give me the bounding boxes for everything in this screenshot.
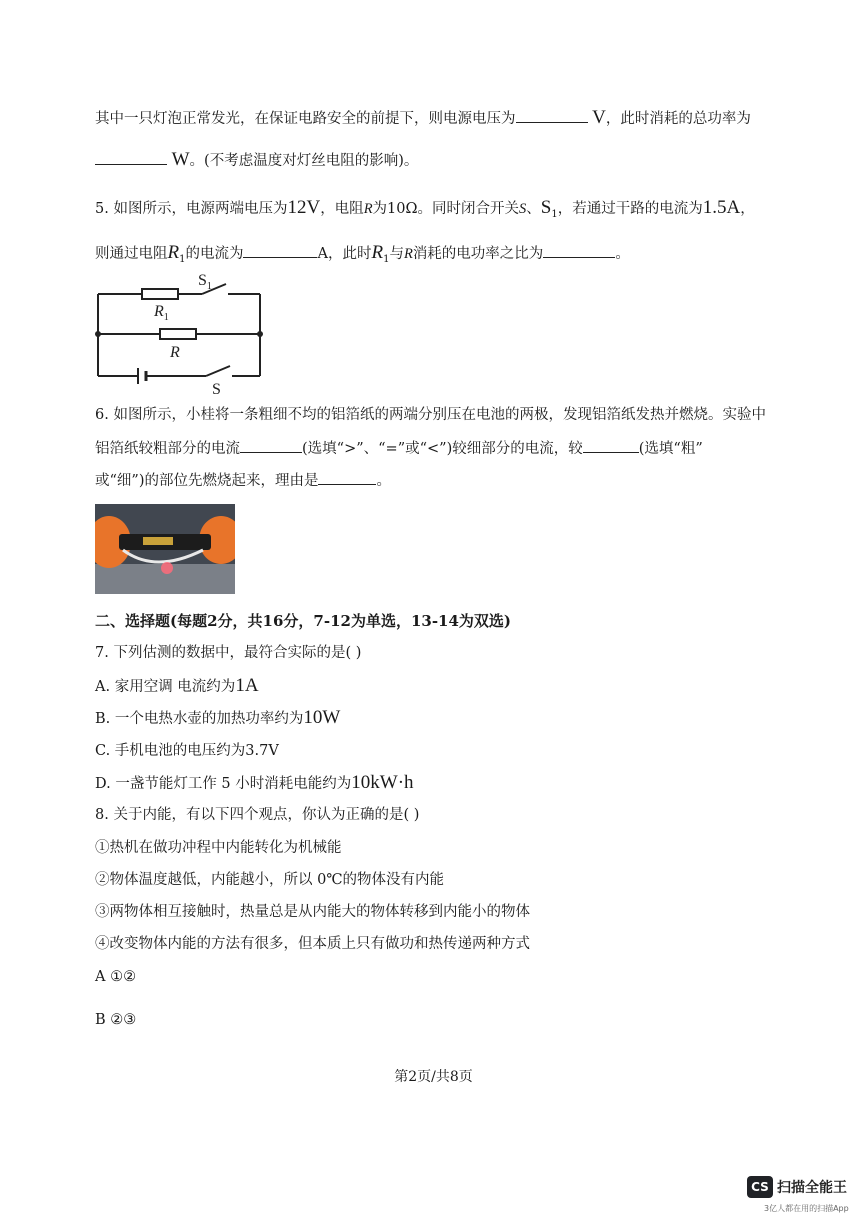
q4-voltage-blank bbox=[516, 108, 588, 123]
q5-text-11: 消耗的电功率之比为 bbox=[412, 246, 544, 262]
circuit-diagram bbox=[92, 270, 272, 398]
q5-ratio-blank bbox=[543, 243, 615, 258]
q4-text-a: 其中一只灯泡正常发光，在保证电路安全的前提下，则电源电压为 bbox=[95, 111, 516, 127]
q5-resistance: 10Ω bbox=[387, 201, 418, 217]
q5-current-blank bbox=[243, 243, 317, 258]
page-footer: 第2页/共8页 bbox=[394, 1069, 473, 1085]
q5-r: R bbox=[363, 201, 373, 217]
q5-line-1 bbox=[95, 198, 755, 225]
q5-text-7: 则通过电阻 bbox=[95, 246, 168, 262]
q5-r1: R bbox=[167, 242, 180, 263]
q4-line-1 bbox=[95, 108, 751, 129]
q8-statement-2: ②物体温度越低，内能越小，所以 0℃的物体没有内能 bbox=[95, 872, 445, 888]
label-s: S bbox=[212, 381, 221, 398]
q4-text-c: 。(不考虑温度对灯丝电阻的影响)。 bbox=[189, 153, 419, 169]
q5-text-2: ，电阻 bbox=[320, 201, 364, 217]
q6-text-e: 。 bbox=[376, 473, 391, 489]
section-heading: 二、选择题(每题2分，共16分，7-12为单选，13-14为双选) bbox=[95, 612, 512, 630]
q5-text-9: ，此时 bbox=[327, 246, 372, 262]
q7-a-value: 1A bbox=[235, 675, 259, 696]
q8-statement-4: ④改变物体内能的方法有很多，但本质上只有做功和热传递两种方式 bbox=[95, 936, 530, 952]
q5-current-unit: A bbox=[317, 246, 328, 262]
q8-statement-3: ③两物体相互接触时，热量总是从内能大的物体转移到内能小的物体 bbox=[95, 904, 530, 920]
scanner-tagline: 3亿人都在用的扫描App bbox=[764, 1204, 849, 1213]
q5-text-12: 。 bbox=[615, 246, 630, 262]
q5-text-3: 为 bbox=[372, 201, 388, 217]
q6-compare-blank bbox=[240, 438, 302, 453]
label-s1: $S_1$ bbox=[198, 272, 212, 292]
q7-d-text: D. 一盏节能灯工作 5 小时消耗电能约为 bbox=[95, 776, 352, 792]
q6-text-b: (选填“>”、“=”或“<”)较细部分的电流，较 bbox=[302, 441, 583, 457]
q6-line-2 bbox=[95, 438, 703, 459]
q4-line-2 bbox=[95, 150, 418, 171]
q5-text-10: 与 bbox=[389, 246, 404, 262]
label-r: R bbox=[170, 344, 180, 361]
q8-option-a: A ①② bbox=[95, 969, 137, 985]
experiment-photo-drawing bbox=[95, 504, 235, 594]
q6-line-1: 6. 如图所示，小桂将一条粗细不均的铝箔纸的两端分别压在电池的两极，发现铝箔纸发热并燃烧。实验中 bbox=[95, 407, 766, 423]
q7-option-c: C. 手机电池的电压约为3.7V bbox=[95, 743, 279, 759]
q7-d-value: 10kW·h bbox=[351, 772, 414, 793]
scanner-logo-icon: CS bbox=[747, 1176, 773, 1198]
junction-dot bbox=[95, 331, 101, 337]
q4-power-blank bbox=[95, 150, 167, 165]
q6-text-c: (选填“粗” bbox=[638, 441, 703, 457]
q7-option-a bbox=[95, 676, 259, 697]
r-resistor bbox=[160, 329, 196, 339]
q6-line-3 bbox=[95, 470, 391, 491]
q7-b-value: 10W bbox=[303, 707, 341, 728]
q5-text-5: ，若通过干路的电流为 bbox=[557, 201, 703, 217]
q5-text-1: 5. 如图所示，电源两端电压为 bbox=[95, 201, 288, 217]
q7-option-b bbox=[95, 708, 340, 729]
q7-option-d bbox=[95, 773, 414, 794]
q5-text-8: 的电流为 bbox=[185, 246, 244, 262]
q5-s: S bbox=[519, 201, 527, 217]
q7-b-text: B. 一个电热水壶的加热功率约为 bbox=[95, 711, 304, 727]
q5-text-4: 。同时闭合开关 bbox=[417, 201, 520, 217]
q6-reason-blank bbox=[318, 470, 376, 485]
q8-option-b: B ②③ bbox=[95, 1012, 137, 1028]
q5-sep: 、 bbox=[526, 201, 541, 217]
s-switch-blade bbox=[206, 366, 230, 376]
q8-statement-1: ①热机在做功冲程中内能转化为机械能 bbox=[95, 840, 342, 856]
q7-stem: 7. 下列估测的数据中，最符合实际的是( ) bbox=[95, 645, 362, 661]
q5-r-b: R bbox=[403, 246, 413, 262]
junction-dot bbox=[257, 331, 263, 337]
q5-voltage: 12V bbox=[287, 197, 321, 218]
label-r1: $R_1$ bbox=[154, 303, 169, 323]
q5-s1: S bbox=[540, 197, 552, 218]
q5-line-2 bbox=[95, 243, 630, 270]
q7-a-text: A. 家用空调 电流约为 bbox=[95, 679, 236, 695]
scanner-name: 扫描全能王 bbox=[777, 1180, 847, 1196]
experiment-photo bbox=[95, 504, 235, 594]
r1-resistor bbox=[142, 289, 178, 299]
q5-current: 1.5A bbox=[702, 197, 741, 218]
q8-stem: 8. 关于内能，有以下四个观点，你认为正确的是( ) bbox=[95, 807, 420, 823]
q5-r1-b: R bbox=[371, 242, 384, 263]
q6-text-a: 铝箔纸较粗部分的电流 bbox=[95, 441, 240, 457]
q4-voltage-unit: V bbox=[592, 107, 606, 128]
q5-r1-sub: 1 bbox=[179, 253, 186, 265]
q5-r1-b-sub: 1 bbox=[383, 253, 390, 265]
q5-s1-sub: 1 bbox=[551, 208, 558, 220]
q4-text-b: ，此时消耗的总功率为 bbox=[605, 111, 751, 127]
q6-text-d: 或“细”)的部位先燃烧起来，理由是 bbox=[95, 473, 319, 489]
q6-part-blank bbox=[583, 438, 639, 453]
q5-text-6: ， bbox=[740, 201, 755, 217]
q4-power-unit: W bbox=[171, 149, 190, 170]
flame-spot bbox=[161, 562, 173, 574]
